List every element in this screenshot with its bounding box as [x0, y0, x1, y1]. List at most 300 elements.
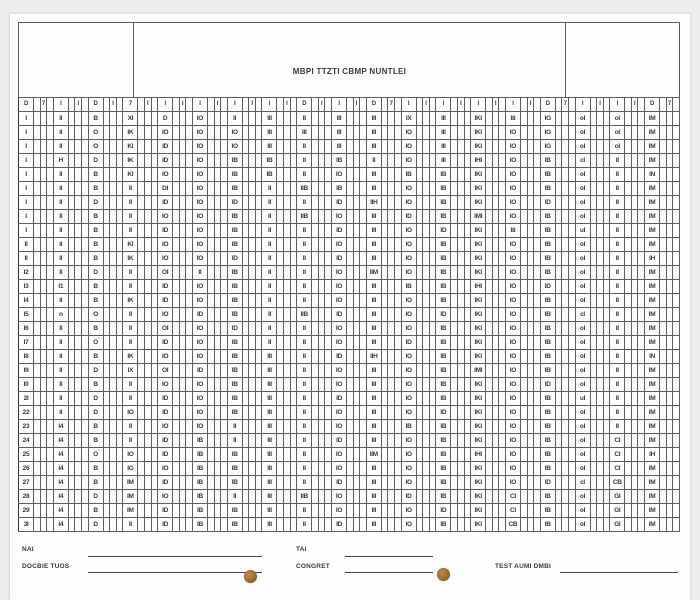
- grid-cell-blank: [423, 420, 430, 434]
- grid-cell-blank: [242, 266, 249, 280]
- grid-cell-blank: [81, 476, 88, 490]
- grid-cell-value: II: [297, 252, 312, 266]
- grid-cell-blank: [631, 336, 638, 350]
- grid-cell-blank: [638, 308, 645, 322]
- grid-cell-blank: [207, 308, 214, 322]
- grid-cell-blank: [325, 392, 332, 406]
- grid-cell-blank: [207, 210, 214, 224]
- grid-cell-blank: [221, 210, 228, 224]
- grid-cell-blank: [47, 224, 54, 238]
- grid-cell-value: II: [297, 364, 312, 378]
- grid-cell-blank: [290, 322, 297, 336]
- grid-cell-blank: [416, 364, 423, 378]
- grid-cell-value: II: [123, 378, 138, 392]
- grid-cell-blank: [451, 182, 458, 196]
- grid-cell-blank: [144, 462, 151, 476]
- grid-cell-value: II: [123, 392, 138, 406]
- grid-cell-blank: [492, 140, 499, 154]
- grid-cell-blank: [110, 280, 117, 294]
- header-blank: [395, 98, 402, 112]
- grid-cell-blank: [47, 252, 54, 266]
- grid-cell-blank: [660, 126, 667, 140]
- grid-cell-blank: [103, 238, 110, 252]
- grid-cell-blank: [555, 280, 562, 294]
- grid-cell-value: IO: [192, 336, 207, 350]
- grid-cell-value: n: [53, 308, 68, 322]
- grid-cell-blank: [416, 210, 423, 224]
- grid-cell-blank: [186, 434, 193, 448]
- grid-cell-blank: [603, 238, 610, 252]
- grid-cell-blank: [186, 182, 193, 196]
- grid-header: [19, 98, 680, 112]
- grid-cell-blank: [492, 252, 499, 266]
- grid-cell-blank: [242, 336, 249, 350]
- grid-cell-blank: [464, 112, 471, 126]
- header-blank: [68, 98, 75, 112]
- grid-cell-blank: [423, 350, 430, 364]
- grid-cell-blank: [360, 224, 367, 238]
- grid-cell-blank: [318, 126, 325, 140]
- grid-cell-blank: [486, 378, 493, 392]
- grid-cell-blank: [457, 350, 464, 364]
- grid-cell-blank: [325, 336, 332, 350]
- grid-cell-blank: [173, 140, 180, 154]
- grid-cell-blank: [173, 518, 180, 532]
- grid-cell-blank: [214, 280, 221, 294]
- grid-cell-blank: [520, 252, 527, 266]
- grid-cell-blank: [423, 518, 430, 532]
- grid-cell-blank: [103, 322, 110, 336]
- grid-cell-value: IB: [540, 420, 555, 434]
- grid-cell-blank: [638, 364, 645, 378]
- grid-cell-blank: [179, 140, 186, 154]
- grid-cell-value: III: [366, 322, 381, 336]
- grid-cell-blank: [673, 336, 680, 350]
- header-blank: [381, 98, 388, 112]
- grid-cell-blank: [325, 504, 332, 518]
- grid-cell-blank: [75, 140, 82, 154]
- grid-cell-blank: [138, 420, 145, 434]
- grid-cell-blank: [40, 266, 47, 280]
- grid-cell-value: oI: [575, 336, 590, 350]
- grid-cell-blank: [290, 182, 297, 196]
- grid-cell-blank: [499, 308, 506, 322]
- grid-cell-value: IB: [227, 392, 242, 406]
- grid-cell-blank: [116, 392, 123, 406]
- grid-cell-blank: [631, 154, 638, 168]
- grid-cell-value: oI: [575, 266, 590, 280]
- grid-cell-blank: [116, 350, 123, 364]
- grid-cell-blank: [318, 140, 325, 154]
- header-mark: I: [492, 98, 499, 112]
- grid-cell-blank: [568, 252, 575, 266]
- grid-cell-blank: [151, 238, 158, 252]
- grid-cell-blank: [207, 154, 214, 168]
- grid-cell-blank: [638, 490, 645, 504]
- header-blank: [138, 98, 145, 112]
- grid-cell-blank: [116, 462, 123, 476]
- grid-cell-blank: [353, 490, 360, 504]
- grid-cell-blank: [666, 336, 673, 350]
- grid-cell-blank: [423, 448, 430, 462]
- grid-cell-value: CI: [505, 490, 520, 504]
- grid-cell-value: Il: [53, 252, 68, 266]
- grid-cell-blank: [284, 308, 291, 322]
- grid-cell-blank: [631, 364, 638, 378]
- grid-cell-blank: [325, 364, 332, 378]
- grid-cell-blank: [68, 140, 75, 154]
- grid-cell-blank: [527, 168, 534, 182]
- grid-cell-blank: [673, 168, 680, 182]
- grid-cell-blank: [603, 518, 610, 532]
- grid-cell-blank: [388, 378, 395, 392]
- grid-cell-value: I9: [19, 364, 34, 378]
- grid-cell-blank: [555, 224, 562, 238]
- grid-cell-value: II: [610, 336, 625, 350]
- grid-cell-value: II: [19, 238, 34, 252]
- grid-cell-blank: [395, 182, 402, 196]
- grid-cell-blank: [534, 196, 541, 210]
- grid-cell-blank: [673, 378, 680, 392]
- grid-cell-value: II: [297, 434, 312, 448]
- grid-cell-blank: [221, 140, 228, 154]
- grid-cell-value: IO: [192, 322, 207, 336]
- grid-cell-blank: [325, 252, 332, 266]
- grid-cell-blank: [249, 252, 256, 266]
- grid-cell-blank: [638, 196, 645, 210]
- grid-cell-value: IIB: [297, 490, 312, 504]
- hole-punch-right: [437, 568, 450, 581]
- grid-cell-value: III: [262, 364, 277, 378]
- grid-cell-value: II: [123, 434, 138, 448]
- grid-cell-blank: [249, 322, 256, 336]
- grid-cell-blank: [625, 350, 632, 364]
- grid-cell-value: cI: [575, 308, 590, 322]
- grid-cell-blank: [249, 308, 256, 322]
- grid-cell-blank: [221, 168, 228, 182]
- grid-cell-blank: [75, 434, 82, 448]
- grid-cell-value: III: [366, 420, 381, 434]
- grid-cell-blank: [527, 308, 534, 322]
- grid-cell-blank: [429, 322, 436, 336]
- grid-cell-blank: [638, 182, 645, 196]
- grid-cell-blank: [34, 308, 41, 322]
- grid-cell-blank: [214, 462, 221, 476]
- grid-cell-value: B: [88, 350, 103, 364]
- grid-cell-blank: [75, 182, 82, 196]
- header-label: I: [192, 98, 207, 112]
- grid-cell-value: I: [19, 196, 34, 210]
- grid-cell-blank: [499, 182, 506, 196]
- grid-cell-blank: [179, 196, 186, 210]
- grid-cell-value: IB: [436, 322, 451, 336]
- grid-cell-blank: [464, 126, 471, 140]
- grid-cell-blank: [395, 504, 402, 518]
- grid-cell-blank: [179, 168, 186, 182]
- grid-cell-value: IK: [123, 350, 138, 364]
- grid-cell-value: IB: [540, 252, 555, 266]
- grid-cell-blank: [464, 322, 471, 336]
- grid-cell-blank: [277, 378, 284, 392]
- grid-cell-blank: [555, 336, 562, 350]
- grid-cell-blank: [534, 406, 541, 420]
- grid-cell-blank: [673, 140, 680, 154]
- grid-cell-blank: [138, 294, 145, 308]
- grid-cell-blank: [284, 322, 291, 336]
- grid-cell-blank: [492, 168, 499, 182]
- grid-cell-blank: [416, 420, 423, 434]
- grid-cell-value: IB: [540, 434, 555, 448]
- grid-cell-value: IKI: [471, 476, 486, 490]
- header-blank: [520, 98, 527, 112]
- grid-cell-value: III: [366, 280, 381, 294]
- grid-cell-value: IM: [645, 322, 660, 336]
- grid-cell-blank: [116, 448, 123, 462]
- grid-cell-blank: [625, 336, 632, 350]
- grid-cell-blank: [625, 518, 632, 532]
- grid-cell-blank: [347, 168, 354, 182]
- grid-cell-blank: [562, 280, 569, 294]
- grid-cell-blank: [590, 350, 597, 364]
- grid-cell-blank: [590, 364, 597, 378]
- grid-cell-blank: [221, 518, 228, 532]
- grid-cell-blank: [68, 308, 75, 322]
- grid-cell-value: ID: [436, 224, 451, 238]
- grid-cell-blank: [116, 196, 123, 210]
- grid-cell-blank: [381, 252, 388, 266]
- grid-cell-blank: [429, 168, 436, 182]
- grid-cell-value: IO: [401, 252, 416, 266]
- grid-cell-blank: [638, 336, 645, 350]
- grid-cell-blank: [249, 168, 256, 182]
- grid-cell-blank: [381, 420, 388, 434]
- grid-cell-blank: [603, 420, 610, 434]
- grid-cell-value: IM: [645, 294, 660, 308]
- grid-cell-blank: [277, 462, 284, 476]
- grid-cell-blank: [318, 490, 325, 504]
- grid-cell-blank: [486, 238, 493, 252]
- grid-cell-blank: [451, 448, 458, 462]
- grid-cell-blank: [325, 406, 332, 420]
- grid-cell-value: Il: [53, 350, 68, 364]
- grid-cell-value: IM: [645, 476, 660, 490]
- grid-cell-blank: [249, 280, 256, 294]
- grid-cell-value: Il: [53, 392, 68, 406]
- grid-cell-value: IO: [505, 266, 520, 280]
- grid-cell-blank: [110, 112, 117, 126]
- grid-cell-blank: [416, 154, 423, 168]
- grid-cell-blank: [520, 210, 527, 224]
- grid-cell-blank: [673, 476, 680, 490]
- grid-cell-blank: [138, 364, 145, 378]
- grid-cell-blank: [284, 252, 291, 266]
- grid-cell-blank: [486, 252, 493, 266]
- grid-cell-value: IM: [645, 154, 660, 168]
- grid-cell-blank: [388, 406, 395, 420]
- grid-cell-blank: [144, 182, 151, 196]
- grid-cell-blank: [353, 224, 360, 238]
- grid-cell-blank: [214, 448, 221, 462]
- grid-cell-blank: [423, 168, 430, 182]
- grid-cell-blank: [138, 210, 145, 224]
- grid-cell-blank: [318, 182, 325, 196]
- grid-cell-value: II: [123, 322, 138, 336]
- grid-cell-blank: [527, 518, 534, 532]
- grid-cell-blank: [499, 462, 506, 476]
- grid-cell-blank: [562, 140, 569, 154]
- grid-cell-blank: [318, 336, 325, 350]
- grid-cell-value: oI: [575, 378, 590, 392]
- grid-cell-blank: [138, 224, 145, 238]
- grid-cell-value: IO: [401, 322, 416, 336]
- grid-cell-blank: [47, 350, 54, 364]
- grid-cell-blank: [486, 210, 493, 224]
- grid-cell-blank: [555, 378, 562, 392]
- grid-cell-value: IHI: [471, 448, 486, 462]
- grid-cell-value: II: [297, 238, 312, 252]
- grid-cell-blank: [151, 462, 158, 476]
- grid-cell-blank: [290, 196, 297, 210]
- grid-cell-value: B: [88, 294, 103, 308]
- grid-cell-blank: [277, 168, 284, 182]
- grid-cell-value: IKI: [471, 224, 486, 238]
- grid-cell-blank: [555, 434, 562, 448]
- grid-cell-blank: [221, 336, 228, 350]
- grid-cell-blank: [381, 350, 388, 364]
- grid-cell-value: IIB: [297, 182, 312, 196]
- grid-cell-blank: [68, 322, 75, 336]
- grid-cell-value: II: [262, 294, 277, 308]
- grid-cell-value: IO: [227, 140, 242, 154]
- grid-cell-blank: [290, 252, 297, 266]
- grid-cell-blank: [179, 392, 186, 406]
- grid-header-row: [19, 98, 680, 112]
- grid-cell-blank: [395, 434, 402, 448]
- grid-cell-blank: [75, 420, 82, 434]
- grid-cell-blank: [325, 448, 332, 462]
- grid-cell-blank: [423, 294, 430, 308]
- grid-cell-blank: [638, 112, 645, 126]
- grid-cell-value: IM: [645, 490, 660, 504]
- grid-cell-blank: [416, 280, 423, 294]
- grid-cell-blank: [464, 504, 471, 518]
- grid-cell-blank: [555, 238, 562, 252]
- grid-cell-blank: [597, 238, 604, 252]
- grid-cell-value: IO: [192, 224, 207, 238]
- grid-cell-blank: [138, 434, 145, 448]
- grid-cell-blank: [110, 266, 117, 280]
- grid-cell-blank: [116, 252, 123, 266]
- grid-cell-value: IB: [227, 308, 242, 322]
- grid-cell-blank: [110, 224, 117, 238]
- grid-cell-blank: [638, 224, 645, 238]
- grid-cell-blank: [40, 350, 47, 364]
- grid-cell-blank: [562, 238, 569, 252]
- grid-cell-blank: [638, 210, 645, 224]
- grid-cell-blank: [138, 490, 145, 504]
- header-blank: [660, 98, 667, 112]
- grid-cell-blank: [568, 196, 575, 210]
- grid-cell-value: II: [610, 266, 625, 280]
- grid-cell-blank: [151, 336, 158, 350]
- grid-cell-value: II: [297, 518, 312, 532]
- grid-cell-value: CI: [610, 448, 625, 462]
- grid-cell-blank: [207, 434, 214, 448]
- grid-cell-blank: [347, 490, 354, 504]
- header-blank: [534, 98, 541, 112]
- grid-cell-blank: [151, 308, 158, 322]
- grid-cell-blank: [492, 476, 499, 490]
- grid-cell-blank: [603, 126, 610, 140]
- grid-cell-blank: [173, 182, 180, 196]
- grid-cell-blank: [179, 420, 186, 434]
- grid-cell-blank: [562, 406, 569, 420]
- grid-cell-blank: [103, 168, 110, 182]
- grid-cell-blank: [75, 462, 82, 476]
- grid-cell-blank: [312, 266, 319, 280]
- grid-cell-value: ID: [332, 252, 347, 266]
- grid-cell-blank: [597, 518, 604, 532]
- grid-cell-blank: [590, 392, 597, 406]
- grid-cell-blank: [520, 266, 527, 280]
- grid-cell-blank: [290, 154, 297, 168]
- grid-cell-blank: [499, 280, 506, 294]
- grid-cell-blank: [534, 224, 541, 238]
- grid-cell-value: IO: [332, 448, 347, 462]
- grid-cell-blank: [110, 364, 117, 378]
- grid-cell-blank: [492, 350, 499, 364]
- grid-cell-blank: [673, 448, 680, 462]
- grid-cell-blank: [255, 462, 262, 476]
- grid-cell-blank: [360, 196, 367, 210]
- grid-cell-blank: [562, 196, 569, 210]
- grid-cell-blank: [347, 476, 354, 490]
- grid-cell-blank: [242, 224, 249, 238]
- grid-cell-blank: [631, 224, 638, 238]
- grid-cell-blank: [673, 280, 680, 294]
- grid-cell-blank: [660, 196, 667, 210]
- grid-cell-blank: [520, 140, 527, 154]
- grid-cell-value: IB: [540, 182, 555, 196]
- grid-cell-blank: [520, 518, 527, 532]
- grid-cell-blank: [138, 140, 145, 154]
- grid-cell-blank: [138, 280, 145, 294]
- grid-cell-blank: [47, 140, 54, 154]
- grid-cell-blank: [277, 322, 284, 336]
- grid-cell-blank: [173, 210, 180, 224]
- grid-cell-blank: [144, 434, 151, 448]
- grid-cell-blank: [318, 448, 325, 462]
- grid-cell-value: oI: [610, 126, 625, 140]
- grid-cell-blank: [138, 196, 145, 210]
- grid-cell-blank: [277, 420, 284, 434]
- grid-cell-blank: [486, 112, 493, 126]
- grid-cell-blank: [673, 126, 680, 140]
- grid-cell-blank: [381, 476, 388, 490]
- grid-cell-value: I: [19, 140, 34, 154]
- grid-cell-blank: [110, 518, 117, 532]
- table-row: [19, 308, 680, 322]
- grid-cell-blank: [673, 112, 680, 126]
- grid-cell-value: IKI: [471, 378, 486, 392]
- grid-cell-blank: [116, 434, 123, 448]
- grid-cell-value: IO: [123, 448, 138, 462]
- grid-cell-blank: [603, 364, 610, 378]
- grid-cell-blank: [221, 504, 228, 518]
- signature-line: [560, 572, 678, 573]
- grid-cell-blank: [486, 196, 493, 210]
- grid-cell-blank: [40, 182, 47, 196]
